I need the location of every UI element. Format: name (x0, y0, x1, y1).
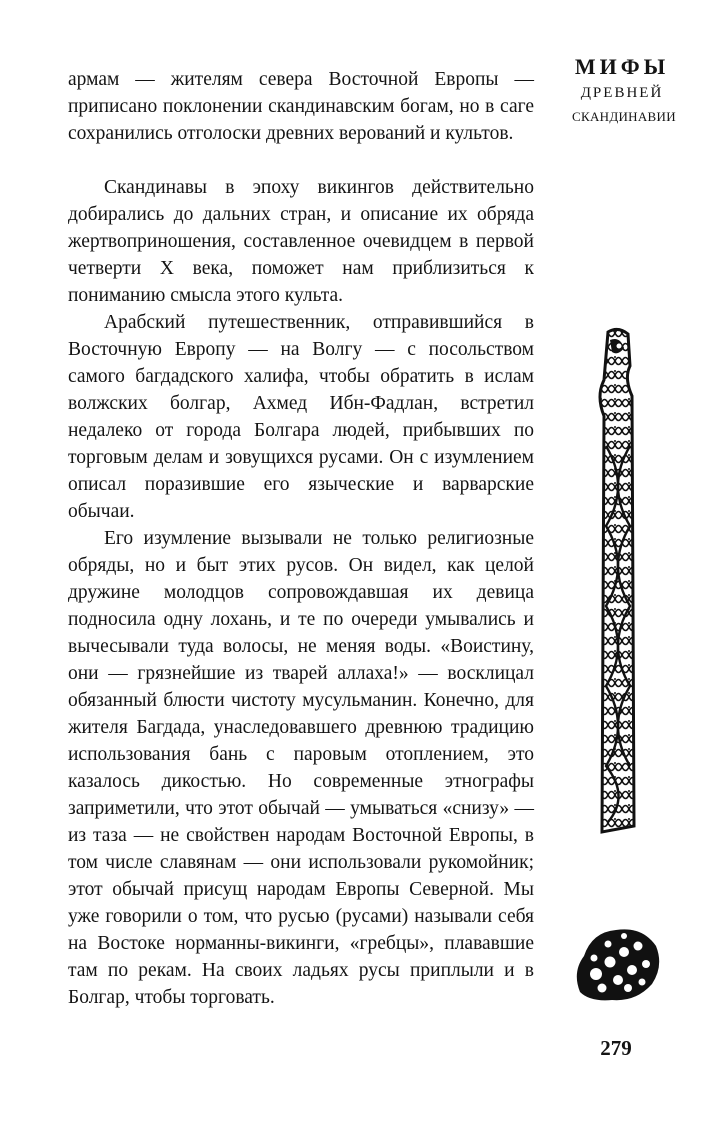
carved-staff-icon (594, 326, 640, 836)
header-title: МИФЫ (574, 54, 670, 79)
header-subtitle-2: СКАНДИНАВИИ (572, 109, 676, 124)
header-subtitle: ДРЕВНЕЙ (580, 85, 664, 101)
paragraph: Арабский путешественник, отправившийся в Восточную Европу — на Волгу — с посольством самого багдадского халифа, чтобы обратить в ислам волжских болгар, Ахмед Ибн-Фадлан, встретил недалеко от города Болгара людей, прибывших по торговым делам и зовущихся русами. Он с изумлением описал поразившие его языческие и варварские обычаи. (68, 312, 534, 522)
running-header (572, 54, 676, 124)
body-text (68, 66, 534, 1011)
paragraph: Его изумление вызывали не только религиозные обряды, но и быт этих русов. Он видел, как целой дружине молодцов сопровождавшая их девица подносила одну лохань, и те по очереди умывались и вычесывали туда волосы, не меняя воды. «Воистину, они — грязнейшие из тварей аллаха!» — восклицал обязанный блюсти чистоту мусульманин. Конечно, для жителя Багдада, унаследовавшего древнюю традицию использования бань с паровым отоплением, это казалось дикостью. Но современные этнографы заприметили, что этот обычай — умываться «снизу» — из таза — не свойствен народам Восточной Европы, в том числе славянам — они использовали рукомойник; этот обычай присущ народам Европы Северной. Мы уже говорили о том, что русью (русами) называли себя на Востоке норманны-викинги, «гребцы», плававшие там по рекам. На своих ладьях русы приплыли и в Болгар, чтобы торговать. (68, 528, 534, 1008)
page-number: 279 (600, 1036, 632, 1060)
paragraph: армам — жителям севера Восточной Европы — приписано поклонении скандинавским богам, но в саге сохранились отголоски древних верований и культов. (68, 69, 534, 144)
paragraph: Скандинавы в эпоху викингов действительно добирались до дальних стран, и описание их обряда жертвоприношения, составленное очевидцем в первой четверти X века, поможет нам приблизиться к пониманию смысла этого культа. (68, 177, 534, 306)
ornament-icon (572, 922, 662, 1004)
